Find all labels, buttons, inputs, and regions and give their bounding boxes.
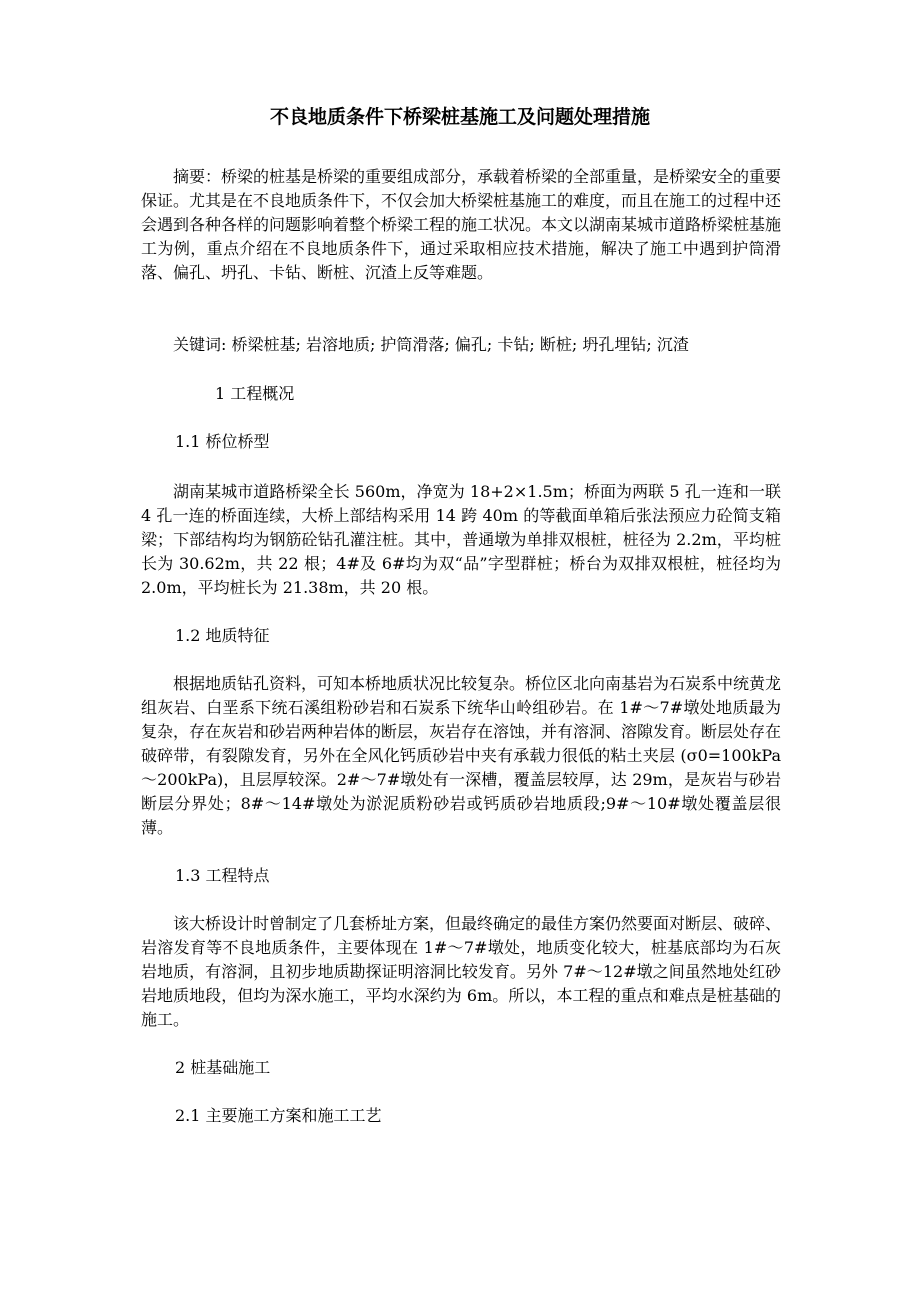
keywords-paragraph: 关键词: 桥梁桩基; 岩溶地质; 护筒滑落; 偏孔; 卡钻; 断桩; 坍孔埋钻; 沉渣	[173, 335, 689, 354]
section-heading-1-3: 1.3 工程特点	[175, 866, 270, 885]
section-heading-1: 1 工程概况	[215, 384, 295, 403]
section-heading-2-1: 2.1 主要施工方案和施工工艺	[175, 1106, 382, 1125]
abstract-paragraph: 摘要：桥梁的桩基是桥梁的重要组成部分，承载着桥梁的全部重量，是桥梁安全的重要保证。尤其是在不良地质条件下，不仅会加大桥梁桩基施工的难度，而且在施工的过程中还会遇到各种各样的问题影响着整个桥梁工程的施工状况。本文以湖南某城市道路桥梁桩基施工为例，重点介绍在不良地质条件下，通过采取相应技术措施，解决了施工中遇到护筒滑落、偏孔、坍孔、卡钻、断桩、沉渣上反等难题。	[141, 167, 782, 282]
document-title: 不良地质条件下桥梁桩基施工及问题处理措施	[269, 106, 650, 128]
section-1-1-paragraph: 湖南某城市道路桥梁全长 560m，净宽为 18+2×1.5m；桥面为两联 5 孔一连和一联 4 孔一连的桥面连续，大桥上部结构采用 14 跨 40m 的等截面单箱后张法预应力砼简支箱梁；下部结构均为钢筋砼钻孔灌注桩。其中，普通墩为单排双根桩，桩径为 2.2m，平均桩长为 30.62m，共 22 根；4#及 6#均为双“品”字型群桩；桥台为双排双根桩，桩径均为 2.0m，平均桩长为 21.38m，共 20 根。	[141, 482, 781, 597]
section-heading-1-1: 1.1 桥位桥型	[175, 432, 270, 451]
section-heading-2: 2 桩基础施工	[175, 1058, 271, 1077]
section-1-3-paragraph: 该大桥设计时曾制定了几套桥址方案，但最终确定的最佳方案仍然要面对断层、破碎、岩溶发育等不良地质条件，主要体现在 1#～7#墩处，地质变化较大，桩基底部均为石灰岩地质，有溶洞，且初步地质勘探证明溶洞比较发育。另外 7#～12#墩之间虽然地处红砂岩地质地段，但均为深水施工，平均水深约为 6m。所以，本工程的重点和难点是桩基础的施工。	[141, 914, 782, 1029]
section-1-2-paragraph: 根据地质钻孔资料，可知本桥地质状况比较复杂。桥位区北向南基岩为石炭系中统黄龙组灰岩、白垩系下统石溪组粉砂岩和石炭系下统华山岭组砂岩。在 1#～7#墩处地质最为复杂，存在灰岩和砂岩两种岩体的断层，灰岩存在溶蚀，并有溶洞、溶隙发育。断层处存在破碎带，有裂隙发育，另外在全风化钙质砂岩中夹有承载力很低的粘土夹层 (σ0=100kPa～200kPa)，且层厚较深。2#～7#墩处有一深槽，覆盖层较厚，达 29m，是灰岩与砂岩断层分界处；8#～14#墩处为淤泥质粉砂岩或钙质砂岩地质段;9#～10#墩处覆盖层很薄。	[141, 674, 782, 837]
section-heading-1-2: 1.2 地质特征	[175, 626, 270, 645]
